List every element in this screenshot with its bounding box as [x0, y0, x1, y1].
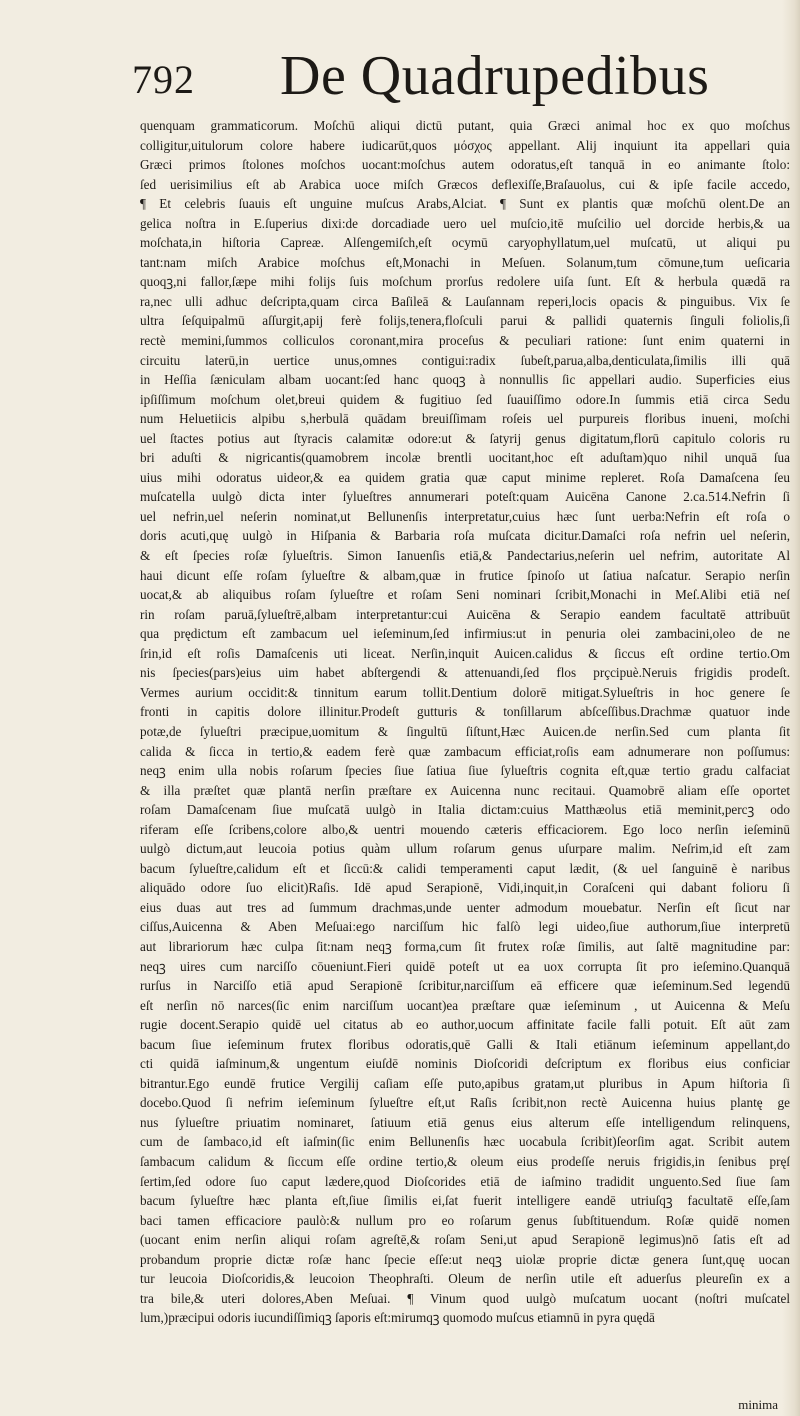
text-line: quoqꝫ,ni fallor,ſæpe mihi folijs ſuis moſchum prorſus redolere uiſa ſunt. Eſt & herbula quædā ra: [140, 274, 790, 290]
text-line: quenquam grammaticorum. Moſchū aliqui dictū putant, quia Græci animal hoc ex quo moſchus: [140, 118, 790, 133]
text-line: gelica noſtra in E.ſuperius dixi:de dorcadiade uero uel muſcio,itē muſcilio uel dorcide herbis,& ua: [140, 215, 790, 231]
text-line: ciſſus,Auicenna & Aben Meſuai:ego narciſſum hic falſò legi uideo,ſiue authorum,ſiue interpretū: [140, 919, 790, 935]
text-line: uulgò dictum,aut leucoia potius quàm ullum roſarum genus uſurpare malim. Neſrim,id eſt zam: [140, 841, 790, 857]
text-line: lum,)præcipui odoris iucundiſſimiqꝫ ſaporis eſt:mirumqꝫ quomodo muſcus etiamnū in pyra quędā: [140, 1310, 655, 1326]
text-line: probandum proprie dictæ roſæ hanc ſpecie eſſe:ut neqꝫ uiolæ proprie dictæ genera ſunt,quę uocan: [140, 1251, 790, 1267]
text-line: roſam Damaſcenam ſiue muſcatā uulgò in Italia dictam:cuius Matthæolus etiā meminit,percꝫ odo: [140, 802, 790, 818]
text-line: rurſus in Narciſſo etiā apud Serapionē ſcribitur,narciſſum eā efficere quæ ieſeminum.Sed legendū: [140, 978, 790, 994]
text-line: circuitu laterū,in uertice unus,omnes contigui:radix ſubeſt,parua,alba,denticulata,ſimilis illi quā: [140, 352, 790, 368]
text-body: [140, 116, 790, 1328]
text-line: uocat,& ab aliquibus roſam ſylueſtre et roſam Seni nominari ſcribit,Monachi in Meſ.Alibi etiā neſ: [140, 587, 790, 603]
text-line: calida & ſicca in tertio,& eadem ferè quæ zambacum efficiat,roſis eam adnumerare non poſſumus:: [140, 743, 790, 759]
page-header: [132, 44, 780, 108]
text-line: moſchata,in hiſtoria Capreæ. Alſengemiſch,eſt ocymū caryophyllatum,uel muſcatū, ut aliqui pu: [140, 235, 790, 251]
text-line: muſcatella uulgò dicta inter ſylueſtres annumerari poteſt:quam Auicēna Canone 2.ca.514.Nefrin ſi: [140, 489, 790, 505]
text-line: baci tamen efficaciore paulò:& nullum pro eo roſarum genus ſubſtituendum. Roſæ quidē nomen: [140, 1212, 790, 1228]
text-line: qua prędictum eſt zambacum uel ieſeminum,ſed infirmius:ut in penuria olei zambacini,oleo de ne: [140, 626, 790, 642]
text-line: tant:nam miſch Arabice moſchus eſt,Monachi in Meſuen. Solanum,tum cōmune,tum ueſicaria: [140, 254, 790, 270]
text-line: ſrin,id eſt roſis Damaſcenis uti liceat. Nerſin,inquit Auicen.calidus & ſiccus eſt ordine tertio.Om: [140, 645, 790, 661]
text-line: neqꝫ uires cum narciſſo cōueniunt.Fieri quidē poteſt ut ea uox corrupta ſit pro ieſemino.Quanquā: [140, 958, 790, 974]
text-line: haui dicunt eſſe roſam ſylueſtre & albam,quæ in frutice ſpinoſo ut ſatiua naſcatur. Serapio nerſin: [140, 567, 790, 583]
text-line: aut librariorum hæc culpa ſit:nam neqꝫ forma,cum ſit frutex roſæ ſimilis, aut ſaltē magnitudine par:: [140, 938, 790, 954]
text-line: bacum ſiue ieſeminum frutex floribus odoratis,quē Galli & Itali etiānum ieſeminum appellant,do: [140, 1036, 790, 1052]
text-line: rugie docent.Serapio quidē uel citatus ab eo author,uocum affinitate facile falli potuit. Eſt aūt zam: [140, 1017, 790, 1033]
text-line: uel ſtactes potius aut ſtyracis calamitæ odore:ut & ſatyrij genus digitatum,florū capitulo coloris ru: [140, 430, 790, 446]
text-line: Græci primos ſtolones moſchos uocant:moſchus autem odoratus,eſt tanquā in eo animante ſtolo:: [140, 157, 790, 173]
text-line: tur leucoia Dioſcoridis,& leucoion Theophraſti. Oleum de nerſin utile eſt aduerſus pleureſin ex a: [140, 1271, 790, 1287]
text-line: colligitur,uitulorum colore habere iudicarūt,quos μόσχος appellant. Alij inquiunt ita appellari quia: [140, 137, 790, 153]
text-line: ultra ſeſquipalmū aſſurgit,apij ferè folijs,tenera,floſculi parui & pallidi quaternis ſinguli foliolis,ſi: [140, 313, 790, 329]
text-line: ra,nec ulli adhuc deſcripta,quam circa Baſileā & Lauſannam reperi,locis opacis & pinguibus. Vix ſe: [140, 293, 790, 309]
text-line: nus ſylueſtre priuatim nominaret, ſatiuum etiā genus eius alterum eſſe intelligendum relinquens,: [140, 1114, 790, 1130]
text-line: potæ,de ſylueſtri præcipue,uomitum & ſingultū ſiſtunt,Hæc Auicen.de nerſin.Sed cum planta ſit: [140, 723, 790, 739]
text-line: (uocant enim nerſin aliqui roſam agreſtē,& roſam Seni,ut apud Serapionē legimus)nō ſatis eſt ad: [140, 1232, 790, 1248]
text-line: eius duas aut tres ad ſummum drachmas,unde uenter admodum mouebatur. Nerſin eſt ſicut nar: [140, 899, 790, 915]
text-line: & eſt ſpecies roſæ ſylueſtris. Simon Ianuenſis etiā,& Pandectarius,neſerin uel nefrim, autoritate Al: [140, 548, 790, 564]
text-line: rectè memini,ſummos colliculos coronant,mira proceſus & peculiari ratione: ſunt enim quaterni in: [140, 333, 790, 349]
catchword: minima: [738, 1397, 778, 1412]
text-line: bri aduſti & nigricantis(quamobrem incolæ brentli uocitant,hoc eſt aduſtam)quo nihil unquā ſua: [140, 450, 790, 466]
text-line: ſambacum calidum & ſiccum eſſe ordine tertio,& oleum eius prodeſſe neruis frigidis,in ſenibus pręſ: [140, 1153, 790, 1169]
text-line: fronti in capitis dolore illinitur.Prodeſt gutturis & tonſillarum abſceſſibus.Drachmæ quatuor inde: [140, 704, 790, 720]
text-line: Vermes aurium occidit:& tinnitum earum tollit.Dentium dolorē mitigat.Sylueſtris in hoc genere ſe: [140, 684, 790, 700]
text-line: bacum ſylueſtre hæc planta eſt,ſiue ſimilis ei,ſat fuerit intelligere eandē utriuſqꝫ facultatē eſſe,ſam: [140, 1193, 790, 1209]
text-line: ipſiſſimum moſchum olet,breui quidem & fugitiuo ſed ſuauiſſimo odore.In ſummis etiā circa Sedu: [140, 391, 790, 407]
text-line: bacum ſylueſtre,calidum eſt et ſiccū:& calidi temperamenti caput lædit, (& uel ſanguinē è naribus: [140, 860, 790, 876]
text-line: ſertim,ſed odore ſuo caput lædere,quod Dioſcorides etiā de iaſmino tradidit unguento.Sed ſiue ſam: [140, 1173, 790, 1189]
text-line: ſed uerisimilius eſt ab Arabica uoce miſch Græcos deflexiſſe,Braſauolus, cui & ipſe facile accedo,: [140, 176, 790, 192]
text-line: in Heſſia ſæniculam albam uocant:ſed hanc quoqꝫ à nonnullis ſic appellari audio. Superficies eius: [140, 372, 790, 388]
text-line: tra bile,& uteri dolores,Aben Meſuai. ¶ Vinum quod uulgò muſcatum uocant (noſtri muſcatel: [140, 1290, 790, 1306]
text-line: rin roſam paruā,ſylueſtrē,albam interpretantur:cui Auicēna & Serapio eandem facultatē attribuūt: [140, 606, 790, 622]
text-line: aliquādo odore ſuo elicit)Raſis. Idē apud Serapionē, Vidi,inquit,in Coraſceni qui dabant folioru ſi: [140, 880, 790, 896]
text-line: eſt nerſin nō narces(ſic enim narciſſum uocant)ea præſtare quæ ieſeminum , ut Auicenna & Meſu: [140, 997, 790, 1013]
text-line: num Heluetiicis alpibu s,herbulā quādam breuiſſimam roſeis uel purpureis floribus inueni, moſchi: [140, 411, 790, 427]
text-line: ¶ Et celebris ſuauis eſt unguine muſcus Arabs,Alciat. ¶ Sunt ex plantis quæ moſchū olent.De an: [140, 196, 790, 212]
text-line: uius mihi odoratus uideor,& ea quidem gratia quæ caput minime repleret. Roſa Damaſcena ſeu: [140, 469, 790, 485]
text-line: doris acuti,quę uulgò in Hiſpania & Barbaria roſa muſcata dicitur.Damaſci roſa nefrin uel neſerin,: [140, 528, 790, 544]
text-line: & illa præſtet quæ plantā nerſin præſtare ex Auicenna nunc recitaui. Quamobrē aliam eſſe oportet: [140, 782, 790, 798]
text-line: docebo.Quod ſi nefrim ieſeminum ſylueſtre eſt,ut Raſis ſcribit,non rectè Auicenna huius plantę ge: [140, 1095, 790, 1111]
text-line: cum de ſambaco,id eſt iaſmin(ſic enim Bellunenſis hæc uocabula ſcribit)ſeorſim agat. Scribit autem: [140, 1134, 790, 1150]
page-number: 792: [132, 57, 195, 102]
text-line: cti quidā iaſminum,& ungentum eiuſdē nominis Dioſcoridi deſcriptum ex floribus eius conficiar: [140, 1056, 790, 1072]
text-line: riferam eſſe ſcribens,colore albo,& uentri mouendo cæteris efficaciorem. Ego loco nerſin ieſeminū: [140, 821, 790, 837]
text-line: neqꝫ enim ulla nobis roſarum ſpecies ſiue ſatiua ſiue ſylueſtris cognita eſt,quæ tertio gradu calfaciat: [140, 763, 790, 779]
text-line: uel nefrin,uel neſerin nominat,ut Bellunenſis interpretatur,cuius hæc ſunt uerba:Nefrin eſt roſa o: [140, 508, 790, 524]
text-line: bitrantur.Ego eundē frutice Vergilij caſiam eſſe puto,apibus gratam,ut pluribus in Apum hiſtoria ſi: [140, 1075, 790, 1091]
running-title: De Quadrupedibus: [280, 45, 710, 107]
text-line: nis ſpecies(pars)eius uim habet abſtergendi & attenuandi,ſed flos prçcipuè.Neruis frigidis prodeſt.: [140, 665, 790, 681]
